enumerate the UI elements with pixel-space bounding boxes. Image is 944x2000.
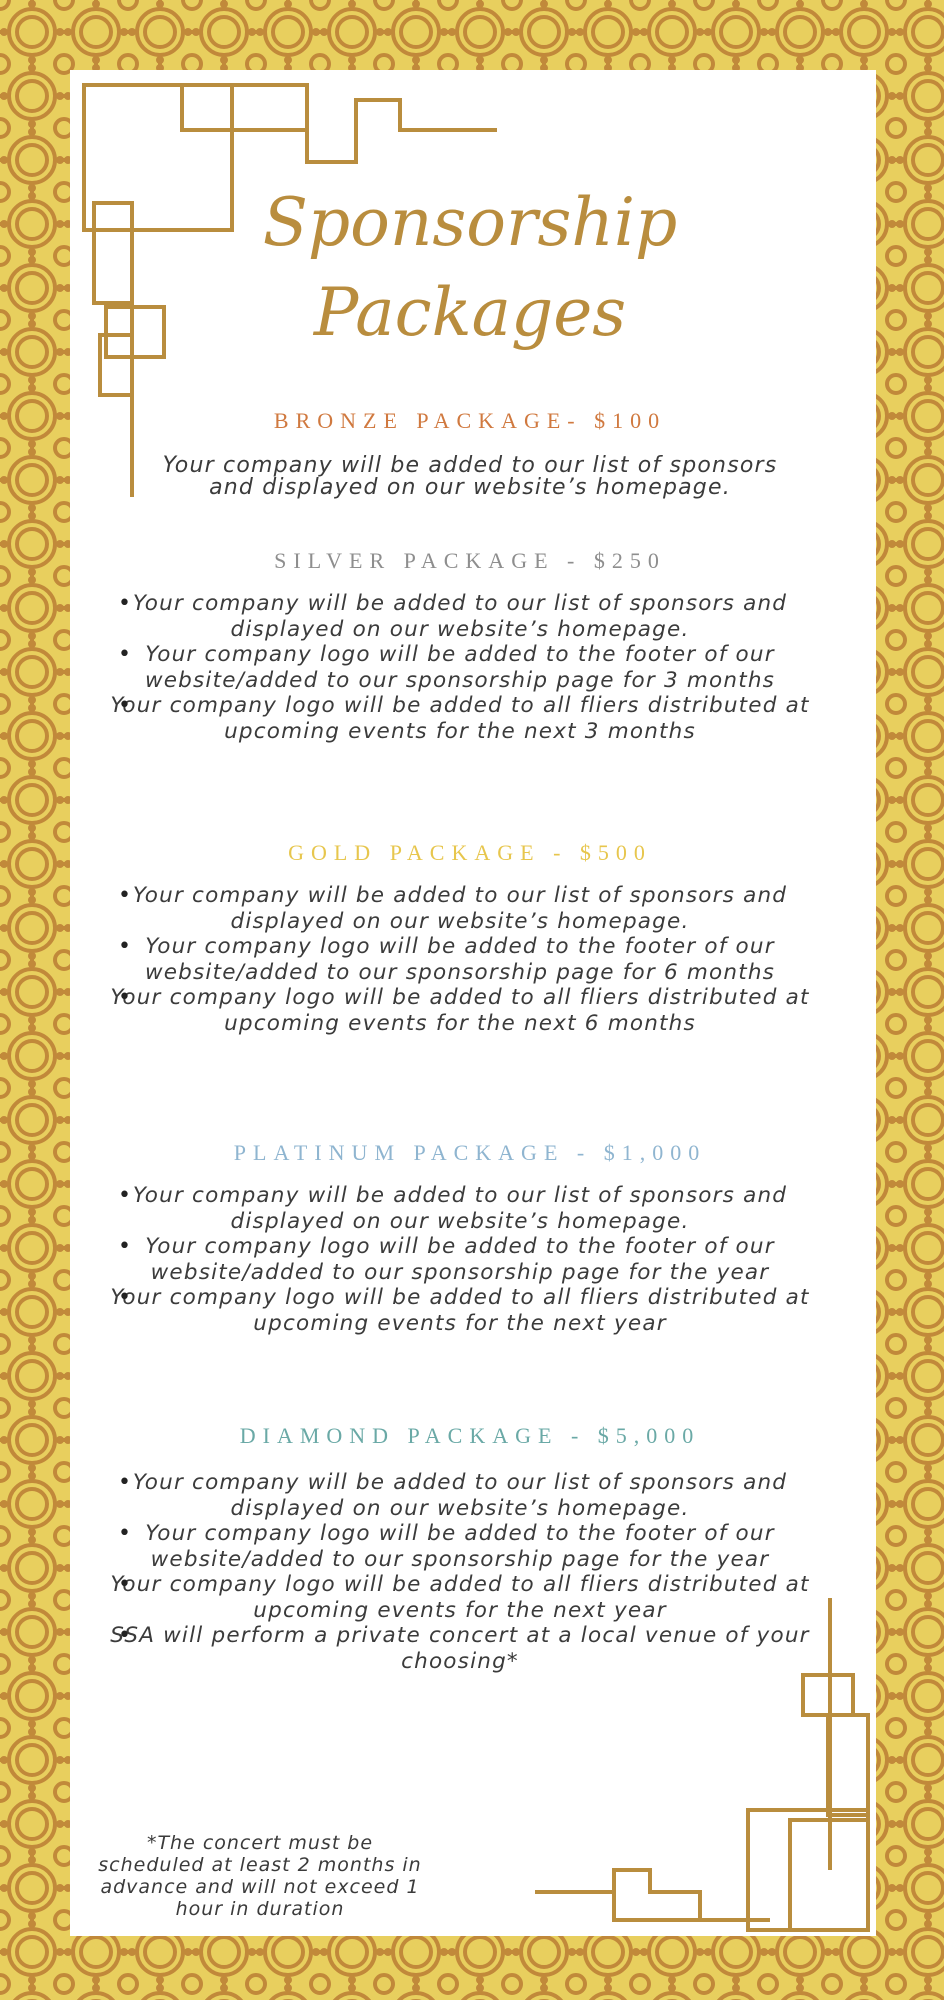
list-item: • Your company will be added to our list of sponsors and displayed on our website’s homepage. [110, 1183, 810, 1234]
bronze-package-description: Your company will be added to our list of sponsors and displayed on our website’s homepage. [162, 453, 778, 500]
title-line-2: Packages [313, 274, 627, 351]
gold-package-heading: GOLD PACKAGE - $500 [288, 840, 652, 865]
platinum-package-heading: PLATINUM PACKAGE - $1,000 [233, 1140, 707, 1165]
list-item: • Your company logo will be added to the footer of our website/added to our sponsorship page for the year [110, 1521, 810, 1572]
gold-benefits-list [110, 883, 810, 1036]
list-item: • Your company will be added to our list of sponsors and displayed on our website’s homepage. [110, 883, 810, 934]
platinum-benefits-list [110, 1183, 810, 1336]
list-item: • Your company will be added to our list of sponsors and displayed on our website’s homepage. [110, 1470, 810, 1521]
list-item: • Your company logo will be added to all fliers distributed at upcoming events for the next year [110, 1572, 810, 1623]
list-item: • Your company logo will be added to the footer of our website/added to our sponsorship page for 3 months [110, 642, 810, 693]
silver-package-heading: SILVER PACKAGE - $250 [274, 548, 666, 573]
list-item: • Your company logo will be added to the footer of our website/added to our sponsorship page for the year [110, 1234, 810, 1285]
bronze-package-heading: BRONZE PACKAGE- $100 [273, 408, 667, 433]
list-item: • Your company will be added to our list of sponsors and displayed on our website’s homepage. [110, 591, 810, 642]
concert-footnote: *The concert must be scheduled at least 2 months in advance and will not exceed 1 hour in duration [98, 1832, 422, 1920]
list-item: • Your company logo will be added to the footer of our website/added to our sponsorship page for 6 months [110, 934, 810, 985]
list-item: • Your company logo will be added to all fliers distributed at upcoming events for the next 6 months [110, 985, 810, 1036]
list-item: • SSA will perform a private concert at a local venue of your choosing* [110, 1623, 810, 1674]
list-item: • Your company logo will be added to all fliers distributed at upcoming events for the next 3 months [110, 693, 810, 744]
silver-benefits-list [110, 591, 810, 744]
title-line-1: Sponsorship [262, 184, 678, 261]
list-item: • Your company logo will be added to all fliers distributed at upcoming events for the next year [110, 1285, 810, 1336]
diamond-benefits-list [110, 1470, 810, 1674]
diamond-package-heading: DIAMOND PACKAGE - $5,000 [239, 1423, 701, 1448]
